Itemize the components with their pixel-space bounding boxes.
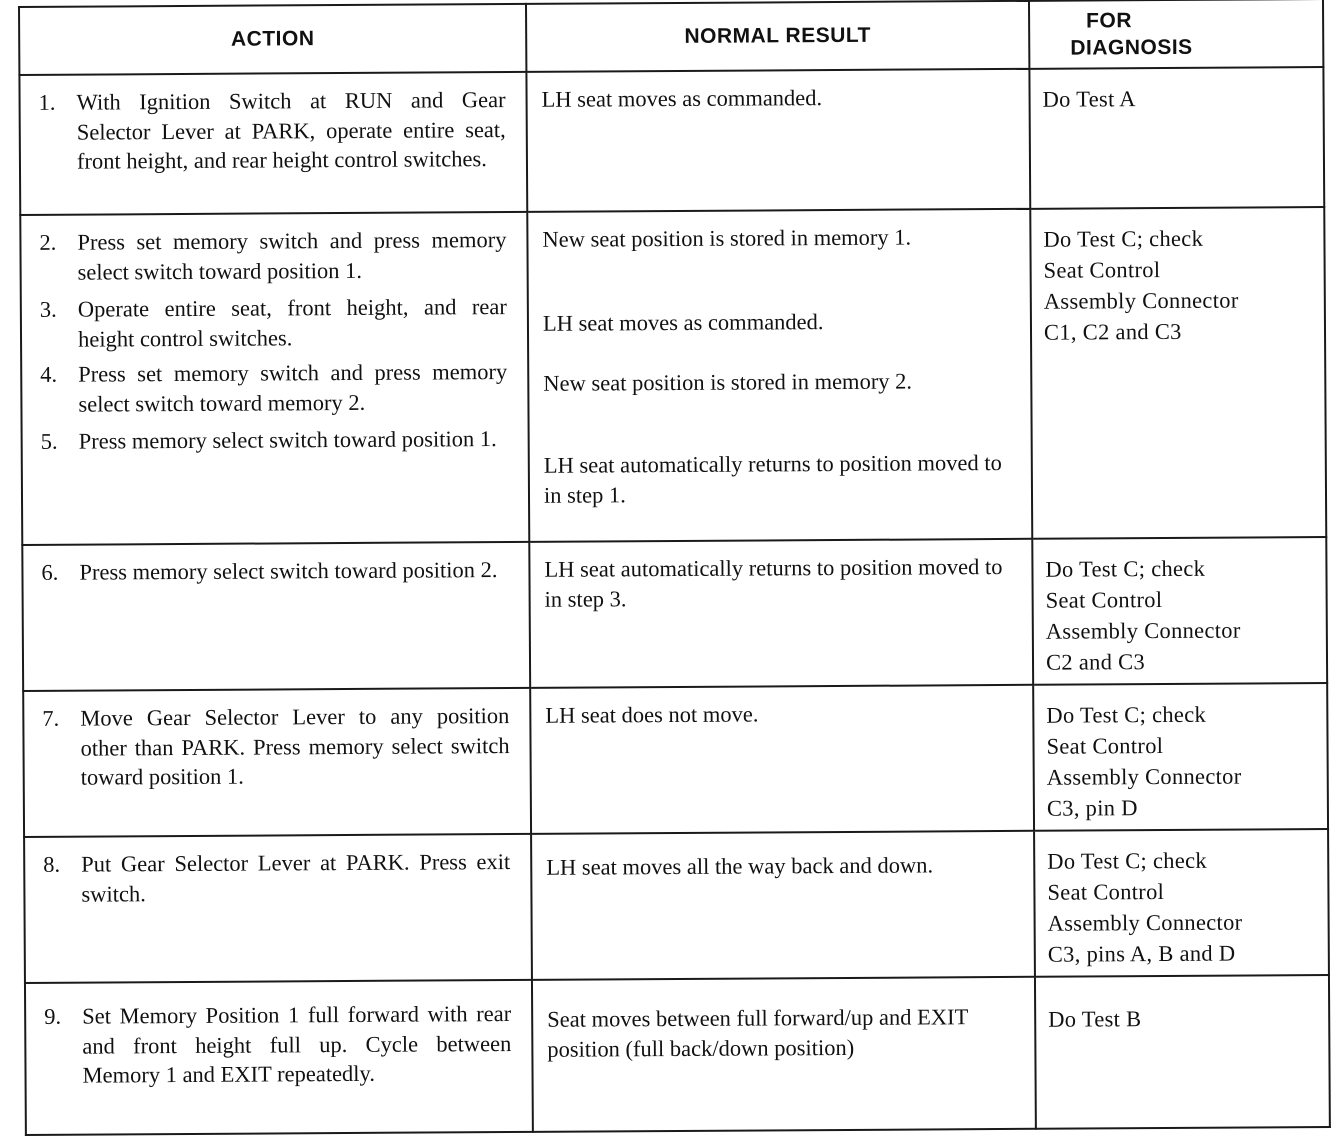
diagnosis-line: Seat Control	[1043, 257, 1161, 283]
diagnosis-line: Seat Control	[1046, 733, 1164, 759]
action-cell	[19, 72, 527, 215]
header-row	[19, 0, 1323, 75]
step-action: Move Gear Selector Lever to any position other than PARK. Press memory select switch toward position 1.	[80, 703, 510, 790]
table-row	[20, 207, 1326, 545]
step-action: Press set memory switch and press memory select switch toward position 1.	[77, 227, 507, 285]
result-cell	[526, 69, 1030, 212]
step-result: LH seat moves as commanded.	[541, 85, 823, 112]
step-number: 3.	[39, 296, 57, 322]
action-cell	[24, 834, 532, 983]
step-result: LH seat moves as commanded.	[542, 309, 824, 336]
header-diagnosis-line1: FOR	[1086, 9, 1133, 33]
step-result: LH seat automatically returns to position moved to in step 3.	[544, 553, 1003, 612]
step-number: 1.	[38, 89, 56, 115]
diagnosis-cell	[1034, 829, 1329, 977]
diagnosis-text	[1034, 684, 1327, 830]
diagnosis-text	[1035, 830, 1328, 976]
diagnosis-line: C2 and C3	[1045, 649, 1146, 675]
step-1	[20, 73, 526, 183]
table-row	[24, 829, 1329, 983]
result-cell	[527, 209, 1032, 542]
result-cell	[529, 539, 1033, 688]
diagnosis-line: Do Test C; check	[1047, 847, 1207, 874]
step-action: Put Gear Selector Lever at PARK. Press exit switch.	[81, 849, 511, 907]
action-cell	[25, 980, 533, 1135]
table-row	[22, 537, 1327, 691]
step-action: Operate entire seat, front height, and rear height control switches.	[77, 294, 507, 352]
step-8	[25, 835, 530, 915]
diagnosis-line: C1, C2 and C3	[1043, 318, 1182, 345]
header-action: ACTION	[19, 4, 526, 75]
step-result: LH seat does not move.	[545, 701, 759, 728]
diagnosis-cell	[1030, 207, 1326, 539]
step-number: 7.	[42, 705, 60, 731]
diagnosis-cell	[1035, 975, 1330, 1129]
diagnosis-cell	[1029, 67, 1324, 209]
table-row	[23, 683, 1328, 837]
step-result: Seat moves between full forward/up and EXIT position (full back/down position)	[547, 1004, 968, 1062]
diagnosis-line: Assembly Connector	[1047, 909, 1243, 936]
step-result: New seat position is stored in memory 1.	[542, 224, 912, 252]
diagnosis-line: Do Test C; check	[1046, 701, 1207, 728]
step-number: 9.	[44, 1003, 62, 1029]
step-action: Press set memory switch and press memory select switch toward memory 2.	[78, 359, 508, 417]
step-action: Set Memory Position 1 full forward with rear and front height full up. Cycle between Memory 1 and EXIT repeatedly.	[82, 1001, 512, 1088]
step-6	[23, 543, 528, 594]
result-cell	[530, 685, 1034, 834]
diagnosis-line: C3, pins A, B and D	[1047, 940, 1236, 967]
step-result: LH seat automatically returns to position moved to in step 1.	[543, 449, 1002, 508]
header-normal-result: NORMAL RESULT	[526, 1, 1029, 72]
table-row	[25, 975, 1330, 1135]
action-cell	[20, 212, 529, 545]
step-number: 8.	[43, 851, 61, 877]
diagnosis-text	[1036, 976, 1328, 1041]
diagnosis-cell	[1033, 683, 1328, 831]
diagnosis-line: Seat Control	[1045, 587, 1163, 613]
result-cell	[532, 977, 1036, 1132]
step-action: With Ignition Switch at RUN and Gear Selector Lever at PARK, operate entire seat, front height, and rear height control switches.	[76, 87, 506, 174]
step-5	[23, 422, 528, 463]
diagnosis-cell	[1032, 537, 1327, 685]
step-9	[26, 981, 532, 1097]
step-number: 2.	[39, 229, 57, 255]
step-result: New seat position is stored in memory 2.	[543, 368, 913, 396]
table-row	[19, 67, 1324, 215]
diagnosis-text	[1031, 208, 1324, 354]
step-number: 6.	[41, 559, 59, 585]
step-2	[21, 213, 526, 293]
diagnosis-text	[1030, 68, 1322, 121]
step-number: 5.	[40, 428, 58, 454]
action-cell	[22, 542, 530, 691]
step-4	[22, 357, 527, 425]
step-result: LH seat moves all the way back and down.	[546, 852, 934, 880]
step-3	[22, 290, 527, 360]
header-diagnosis-line2: DIAGNOSIS	[1070, 35, 1193, 60]
diagnosis-line: Assembly Connector	[1045, 617, 1241, 644]
diagnosis-line: Do Test B	[1048, 1006, 1142, 1032]
diagnosis-text	[1033, 538, 1326, 684]
step-action: Press memory select switch toward position 1.	[78, 426, 497, 454]
diagnosis-line: Do Test C; check	[1045, 555, 1206, 582]
step-7	[24, 689, 530, 799]
diagnosis-line: Seat Control	[1047, 879, 1165, 905]
action-cell	[23, 688, 531, 837]
diagnosis-line: Do Test C; check	[1043, 225, 1204, 252]
step-action: Press memory select switch toward position 2.	[79, 557, 498, 585]
diagnosis-line: Assembly Connector	[1043, 287, 1239, 314]
diagnosis-table-wrapper	[18, 0, 1329, 1118]
result-cell	[531, 831, 1035, 980]
diagnosis-table	[18, 0, 1331, 1136]
diagnosis-line: C3, pin D	[1046, 795, 1138, 821]
header-diagnosis	[1029, 0, 1323, 69]
diagnosis-line: Do Test A	[1042, 86, 1136, 112]
step-number: 4.	[40, 361, 58, 387]
diagnosis-line: Assembly Connector	[1046, 763, 1242, 790]
